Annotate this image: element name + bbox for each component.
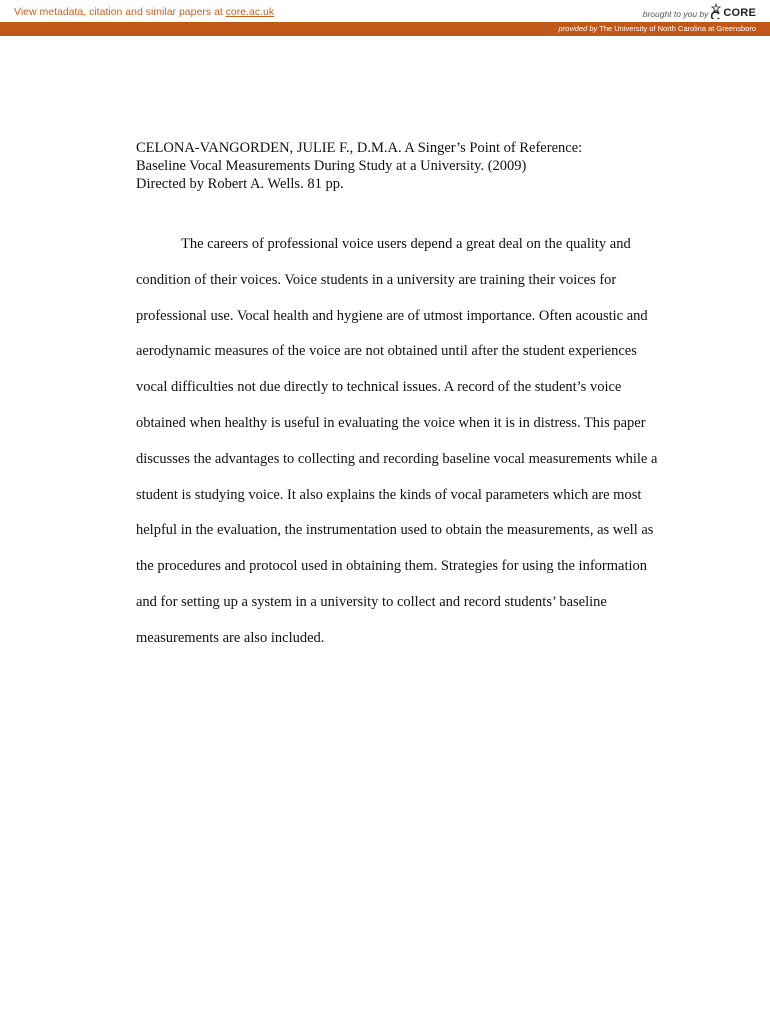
- core-link[interactable]: core.ac.uk: [225, 6, 275, 18]
- provider-bar: [0, 22, 770, 36]
- metadata-notice: [14, 6, 274, 18]
- metadata-prefix: View metadata, citation and similar papers at: [14, 6, 223, 18]
- provided-by: [559, 24, 756, 33]
- abstract-line: aerodynamic measures of the voice are not obtained until after the student experiences: [136, 343, 637, 360]
- citation-block: [136, 139, 696, 193]
- core-header: [0, 0, 770, 22]
- abstract-line: helpful in the evaluation, the instrumentation used to obtain the measurements, as well as: [136, 522, 654, 539]
- core-logo: [711, 2, 756, 19]
- abstract-line: The careers of professional voice users depend a great deal on the quality and: [181, 236, 631, 252]
- citation-line-2: Baseline Vocal Measurements During Study at a University. (2009): [136, 158, 527, 174]
- provided-prefix: provided by: [558, 24, 598, 33]
- document-page: [136, 139, 696, 657]
- abstract-line: measurements are also included.: [136, 629, 325, 646]
- abstract-line: and for setting up a system in a university to collect and record students’ baseline: [136, 593, 607, 610]
- abstract-line: professional use. Vocal health and hygiene are of utmost importance. Often acoustic and: [136, 307, 648, 324]
- abstract-line: obtained when healthy is useful in evaluating the voice when it is in distress. This paper: [136, 414, 646, 431]
- core-logo-icon: [711, 3, 721, 19]
- abstract-line: student is studying voice. It also explains the kinds of vocal parameters which are most: [136, 486, 642, 503]
- provider-name: The University of North Carolina at Greensboro: [599, 24, 756, 33]
- core-logo-text: CORE: [723, 7, 756, 19]
- abstract-line: vocal difficulties not due directly to technical issues. A record of the student’s voice: [136, 379, 622, 396]
- citation-line-1: CELONA-VANGORDEN, JULIE F., D.M.A. A Singer’s Point of Reference:: [136, 140, 583, 156]
- abstract-paragraph: [136, 227, 696, 657]
- abstract-line: condition of their voices. Voice students in a university are training their voices for: [136, 271, 617, 288]
- abstract-line: the procedures and protocol used in obtaining them. Strategies for using the information: [136, 558, 648, 575]
- brought-by-text: brought to you by: [642, 8, 709, 19]
- core-brand[interactable]: [643, 2, 756, 19]
- abstract-line: discusses the advantages to collecting and recording baseline vocal measurements while a: [136, 450, 658, 467]
- citation-line-3: Directed by Robert A. Wells. 81 pp.: [136, 176, 344, 192]
